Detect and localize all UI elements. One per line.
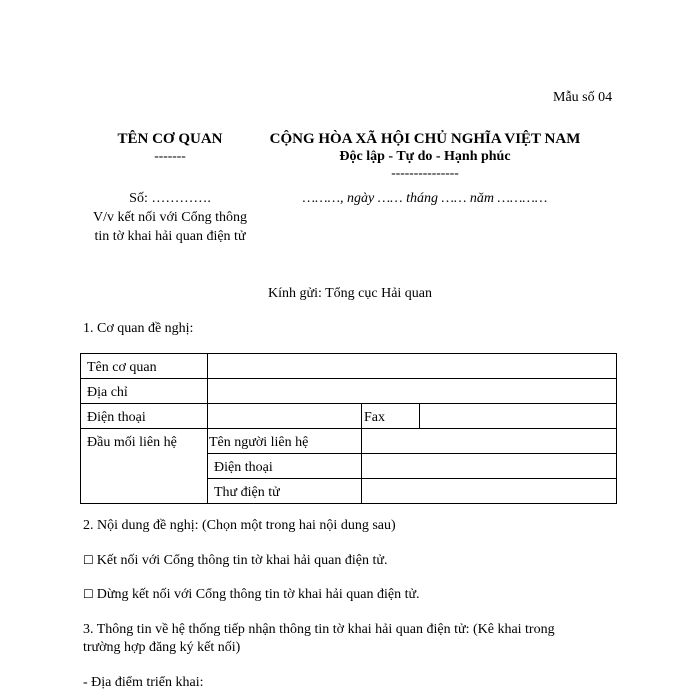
contact-email-label: Thư điện tử [208,479,362,504]
agency-divider: ------- [154,148,186,163]
checkbox-icon[interactable]: ☐ [83,553,94,567]
deployment-location-label: - Địa điểm triển khai: [83,675,204,690]
option-disconnect[interactable] [83,587,420,603]
phone-label: Điện thoại [81,404,208,429]
section3-heading-line1: 3. Thông tin về hệ thống tiếp nhận thông tin tờ khai hải quan điện tử: (Kê khai trong [83,622,555,637]
contact-email-value[interactable] [362,479,617,504]
address-label: Địa chỉ [81,379,208,404]
section3-heading-line2: trường hợp đăng ký kết nối) [83,640,241,655]
contact-name-value[interactable] [362,429,617,454]
option-connect[interactable] [83,553,387,569]
nation-motto: Độc lập - Tự do - Hạnh phúc [339,149,511,164]
fax-label: Fax [362,404,420,429]
contact-phone-value[interactable] [362,454,617,479]
option-disconnect-label: Dừng kết nối với Cổng thông tin tờ khai hải quan điện tử. [96,587,420,602]
section2-heading: 2. Nội dung đề nghị: (Chọn một trong hai nội dung sau) [83,518,396,533]
section1-heading: 1. Cơ quan đề nghị: [83,321,194,336]
subject-line-2: tin tờ khai hải quan điện tử [94,229,246,244]
table-row [81,354,617,379]
subject-line-1: V/v kết nối với Cổng thông [92,210,247,225]
agency-name-heading: TÊN CƠ QUAN [117,131,223,147]
recipient: Kính gửi: Tổng cục Hải quan [267,286,433,301]
table-row [81,379,617,404]
option-connect-label: Kết nối với Cổng thông tin tờ khai hải quan điện tử. [96,553,388,568]
phone-value[interactable] [208,404,362,429]
form-number: Mẫu số 04 [553,90,613,105]
date-line: ………, ngày …… tháng …… năm ………… [302,191,548,206]
table-row [81,429,617,454]
document-number: Số: …………. [129,191,211,206]
motto-divider: --------------- [391,165,459,180]
contact-name-label: Tên người liên hệ [208,429,362,454]
agency-name-label: Tên cơ quan [81,354,208,379]
agency-info-table [80,353,617,504]
contact-phone-label: Điện thoại [208,454,362,479]
contact-point-label: Đầu mối liên hệ [81,429,208,504]
nation-title: CỘNG HÒA XÃ HỘI CHỦ NGHĨA VIỆT NAM [269,131,581,147]
fax-value[interactable] [420,404,617,429]
checkbox-icon[interactable]: ☐ [83,587,94,601]
address-value[interactable] [208,379,617,404]
table-row [81,404,617,429]
agency-name-value[interactable] [208,354,617,379]
